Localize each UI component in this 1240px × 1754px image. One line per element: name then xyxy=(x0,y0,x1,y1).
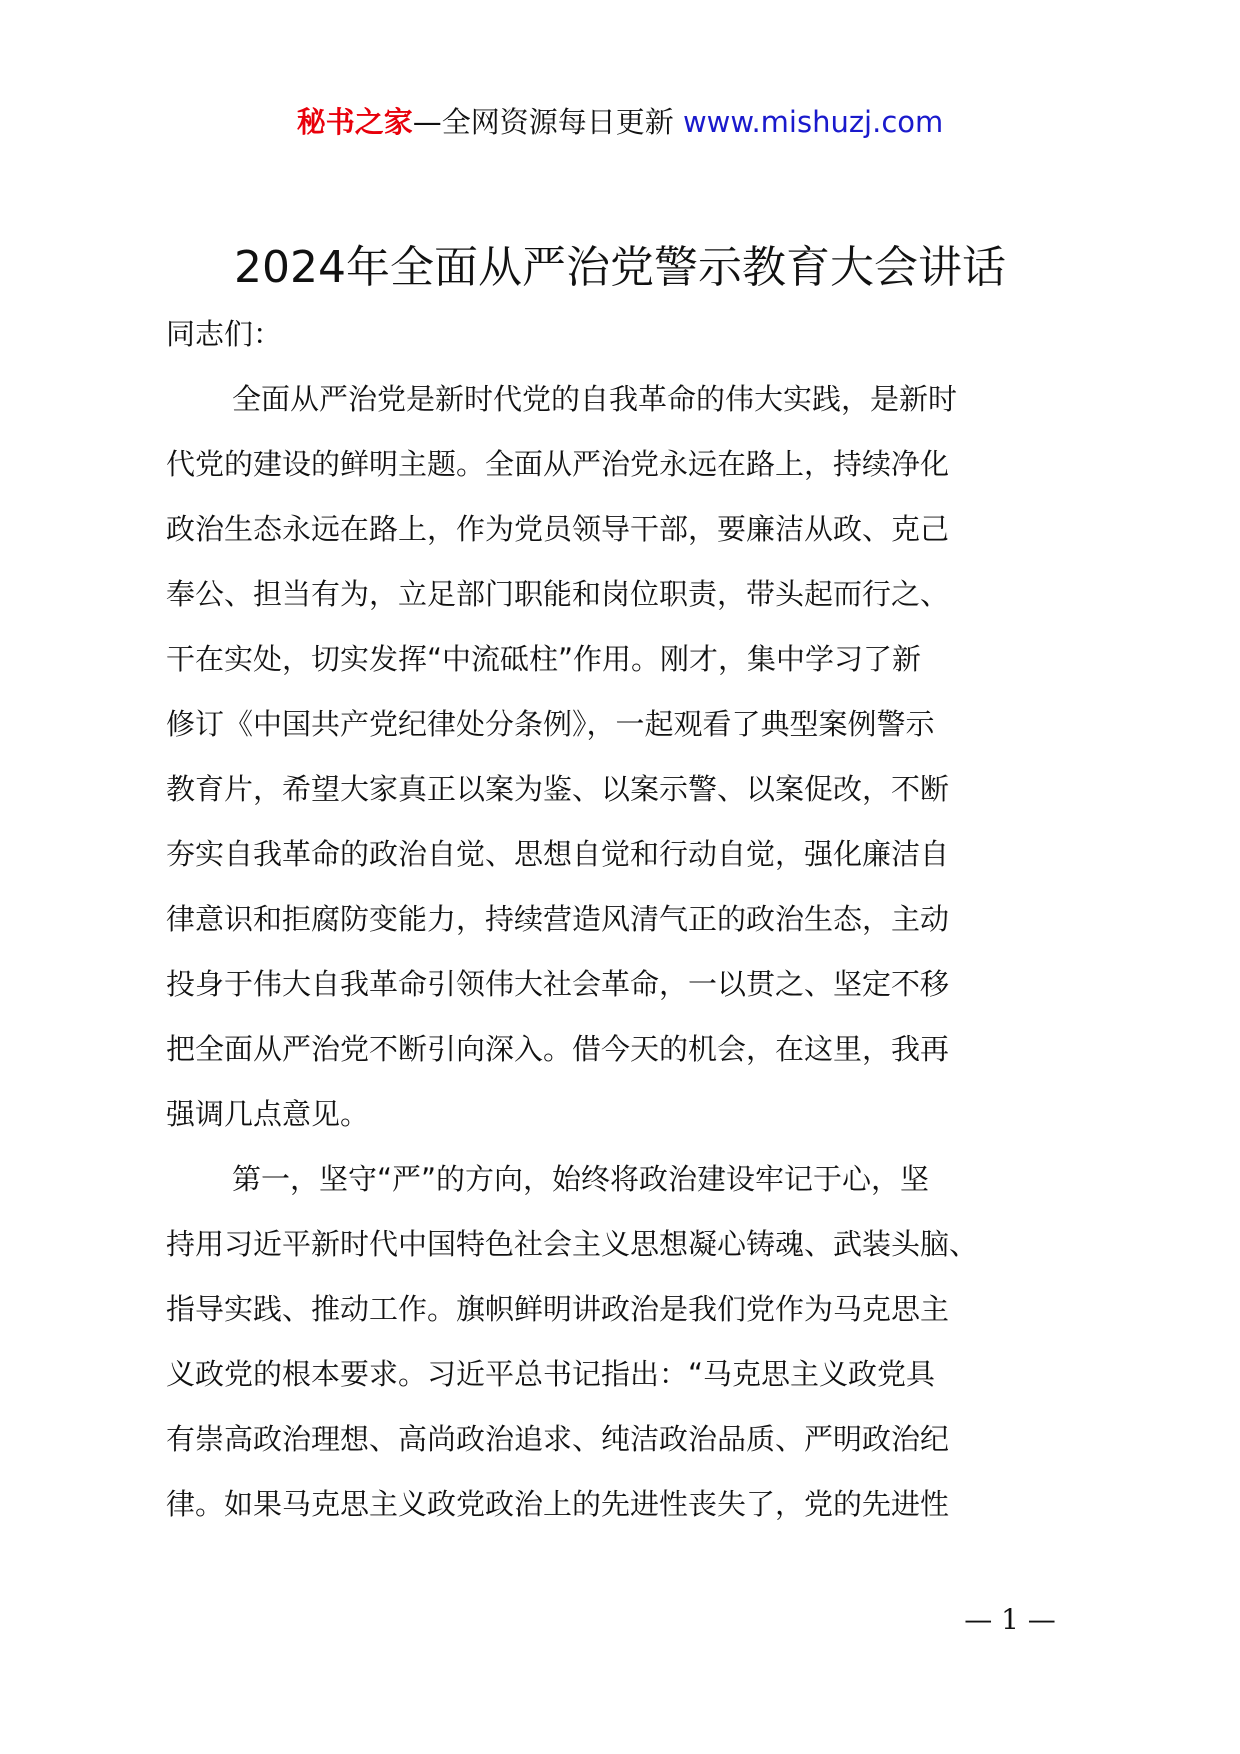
paragraph-line: 教育片，希望大家真正以案为鉴、以案示警、以案促改，不断 xyxy=(166,772,950,806)
site-header xyxy=(0,100,1240,144)
document-body xyxy=(166,302,1086,1537)
document-title: 2024年全面从严治党警示教育大会讲话 xyxy=(234,242,1006,293)
page-number: — 1 — xyxy=(964,1603,1056,1636)
paragraph-line: 律意识和拒腐防变能力，持续营造风清气正的政治生态，主动 xyxy=(166,902,950,936)
paragraph-line: 持用习近平新时代中国特色社会主义思想凝心铸魂、武装头脑、 xyxy=(166,1227,979,1261)
paragraph-line: 奉公、担当有为，立足部门职能和岗位职责，带头起而行之、 xyxy=(166,577,950,611)
paragraph-line: 有崇高政治理想、高尚政治追求、纯洁政治品质、严明政治纪 xyxy=(166,1422,950,1456)
paragraph-line: 义政党的根本要求。习近平总书记指出：“马克思主义政党具 xyxy=(166,1357,936,1391)
header-slogan: —全网资源每日更新 xyxy=(412,105,674,139)
paragraph-line: 代党的建设的鲜明主题。全面从严治党永远在路上，持续净化 xyxy=(166,447,950,481)
paragraph-line: 第一，坚守“严”的方向，始终将政治建设牢记于心，坚 xyxy=(232,1162,930,1196)
paragraph-2 xyxy=(166,1147,1086,1537)
brand-name: 秘书之家 xyxy=(296,105,413,139)
paragraph-line: 修订《中国共产党纪律处分条例》，一起观看了典型案例警示 xyxy=(166,707,935,741)
paragraph-line: 干在实处，切实发挥“中流砥柱”作用。刚才，集中学习了新 xyxy=(166,642,922,676)
paragraph-line: 强调几点意见。 xyxy=(166,1097,370,1131)
paragraph-line: 全面从严治党是新时代党的自我革命的伟大实践，是新时 xyxy=(232,382,958,416)
paragraph-line: 夯实自我革命的政治自觉、思想自觉和行动自觉，强化廉洁自 xyxy=(166,837,950,871)
paragraph-line: 把全面从严治党不断引向深入。借今天的机会，在这里，我再 xyxy=(166,1032,950,1066)
paragraph-line: 政治生态永远在路上，作为党员领导干部，要廉洁从政、克己 xyxy=(166,512,950,546)
paragraph-line: 指导实践、推动工作。旗帜鲜明讲政治是我们党作为马克思主 xyxy=(166,1292,950,1326)
paragraph-line: 律。如果马克思主义政党政治上的先进性丧失了，党的先进性 xyxy=(166,1487,950,1521)
paragraph-1 xyxy=(166,367,1086,1147)
paragraph-line: 投身于伟大自我革命引领伟大社会革命，一以贯之、坚定不移 xyxy=(166,967,950,1001)
salutation: 同志们： xyxy=(166,317,283,351)
site-url-link[interactable]: www.mishuzj.com xyxy=(682,105,944,139)
